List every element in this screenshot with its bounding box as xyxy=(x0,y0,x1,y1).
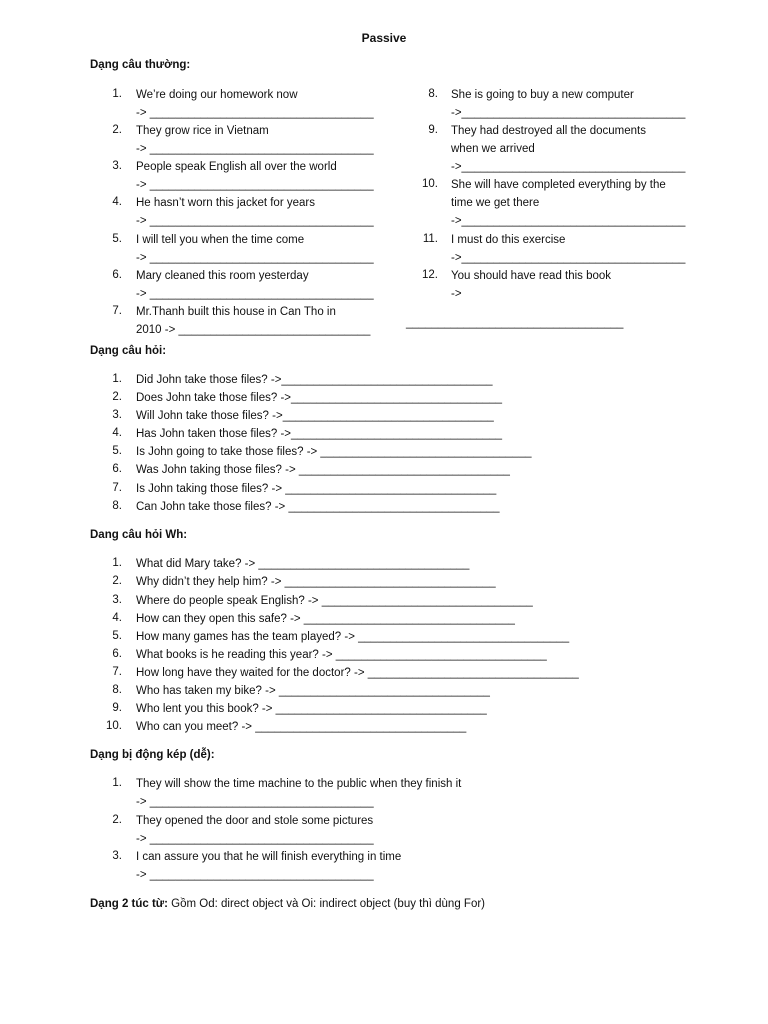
item-sentence: Will John take those files? ->_________________________________ xyxy=(136,410,494,422)
item-number: 7. xyxy=(112,305,122,317)
item-sentence: Who lent you this book? -> _________________________________ xyxy=(136,703,487,715)
answer-line: -> ___________________________________ xyxy=(136,833,374,845)
item-number: 6. xyxy=(112,648,122,660)
answer-line: -> ___________________________________ xyxy=(136,869,374,881)
item-sentence: Who can you meet? -> _________________________________ xyxy=(136,721,467,733)
item-sentence: I must do this exercise xyxy=(451,234,566,246)
item-sentence: How many games has the team played? -> _________________________________ xyxy=(136,631,570,643)
item-number: 11. xyxy=(422,233,438,245)
answer-line: -> ___________________________________ xyxy=(136,107,374,119)
item-sentence: They had destroyed all the documents xyxy=(451,125,646,137)
page-title: Passive xyxy=(361,31,407,45)
item-sentence: They will show the time machine to the public when they finish it xyxy=(136,778,462,790)
section-heading-questions: Dạng câu hỏi: xyxy=(90,345,167,357)
item-number: 1. xyxy=(112,557,122,569)
item-number: 10. xyxy=(422,178,438,190)
item-sentence-continued: time we get there xyxy=(451,197,540,209)
item-sentence: What did Mary take? -> _________________________________ xyxy=(136,558,470,570)
answer-line: -> ___________________________________ xyxy=(136,252,374,264)
answer-line: ->___________________________________ xyxy=(451,107,686,119)
item-number: 2. xyxy=(112,814,122,826)
item-sentence: She will have completed everything by the xyxy=(451,179,666,191)
item-number: 1. xyxy=(112,777,122,789)
answer-line-continued: __________________________________ xyxy=(406,317,624,329)
item-sentence: What books is he reading this year? -> _________________________________ xyxy=(136,649,547,661)
item-number: 7. xyxy=(112,482,122,494)
item-sentence: We’re doing our homework now xyxy=(136,89,298,101)
item-number: 1. xyxy=(112,373,122,385)
item-number: 10. xyxy=(106,720,122,732)
item-sentence: Can John take those files? -> _________________________________ xyxy=(136,501,500,513)
section-heading-wh-questions: Dang câu hỏi Wh: xyxy=(90,529,188,541)
item-number: 1. xyxy=(112,88,122,100)
item-sentence-continued: when we arrived xyxy=(451,143,535,155)
item-sentence: How can they open this safe? -> _________________________________ xyxy=(136,613,515,625)
answer-line: ->___________________________________ xyxy=(451,252,686,264)
section-heading-description: Gồm Od: direct object và Oi: indirect object (buy thì dùng For) xyxy=(167,898,485,910)
item-number: 4. xyxy=(112,427,122,439)
item-sentence: Is John going to take those files? -> _________________________________ xyxy=(136,446,532,458)
item-number: 3. xyxy=(112,409,122,421)
item-sentence: Is John taking those files? -> _________________________________ xyxy=(136,483,497,495)
item-number: 5. xyxy=(112,233,122,245)
item-number: 6. xyxy=(112,463,122,475)
item-sentence: They grow rice in Vietnam xyxy=(136,125,269,137)
item-number: 9. xyxy=(112,702,122,714)
item-sentence: Did John take those files? ->_________________________________ xyxy=(136,374,493,386)
item-number: 3. xyxy=(112,160,122,172)
item-number: 4. xyxy=(112,612,122,624)
answer-line: ->___________________________________ xyxy=(451,161,686,173)
item-sentence: People speak English all over the world xyxy=(136,161,337,173)
section-heading-double-passive: Dạng bị động kép (dễ): xyxy=(90,749,215,761)
item-sentence: Who has taken my bike? -> _________________________________ xyxy=(136,685,490,697)
item-sentence: He hasn’t worn this jacket for years xyxy=(136,197,315,209)
section-heading-label: Dạng 2 túc từ: xyxy=(90,898,168,910)
item-number: 2. xyxy=(112,391,122,403)
item-number: 12. xyxy=(422,269,438,281)
item-number: 5. xyxy=(112,630,122,642)
section-heading-two-objects xyxy=(90,897,485,911)
answer-line: -> xyxy=(451,288,462,300)
item-sentence: You should have read this book xyxy=(451,270,612,282)
item-sentence: Does John take those files? ->_________________________________ xyxy=(136,392,503,404)
item-sentence: Has John taken those files? ->_________________________________ xyxy=(136,428,503,440)
item-number: 7. xyxy=(112,666,122,678)
item-sentence: They opened the door and stole some pictures xyxy=(136,815,374,827)
section-heading-regular: Dạng câu thường: xyxy=(90,59,191,71)
answer-line: -> ___________________________________ xyxy=(136,143,374,155)
answer-line: -> ___________________________________ xyxy=(136,288,374,300)
answer-line: -> ___________________________________ xyxy=(136,179,374,191)
item-sentence: Mary cleaned this room yesterday xyxy=(136,270,309,282)
item-sentence: Where do people speak English? -> _________________________________ xyxy=(136,595,533,607)
item-number: 8. xyxy=(428,88,438,100)
item-sentence: I can assure you that he will finish everything in time xyxy=(136,851,402,863)
item-sentence: How long have they waited for the doctor? -> _________________________________ xyxy=(136,667,579,679)
answer-line: -> ___________________________________ xyxy=(136,796,374,808)
item-number: 8. xyxy=(112,684,122,696)
item-number: 4. xyxy=(112,196,122,208)
item-number: 9. xyxy=(428,124,438,136)
item-sentence: Mr.Thanh built this house in Can Tho in xyxy=(136,306,336,318)
item-number: 5. xyxy=(112,445,122,457)
item-number: 8. xyxy=(112,500,122,512)
item-number: 2. xyxy=(112,575,122,587)
item-sentence: Why didn’t they help him? -> _________________________________ xyxy=(136,576,496,588)
item-number: 6. xyxy=(112,269,122,281)
item-number: 2. xyxy=(112,124,122,136)
item-sentence: I will tell you when the time come xyxy=(136,234,305,246)
item-number: 3. xyxy=(112,850,122,862)
item-sentence: She is going to buy a new computer xyxy=(451,89,634,101)
answer-line: -> ___________________________________ xyxy=(136,215,374,227)
item-sentence: Was John taking those files? -> _________________________________ xyxy=(136,464,510,476)
answer-line: 2010 -> ______________________________ xyxy=(136,324,371,336)
item-number: 3. xyxy=(112,594,122,606)
answer-line: ->___________________________________ xyxy=(451,215,686,227)
